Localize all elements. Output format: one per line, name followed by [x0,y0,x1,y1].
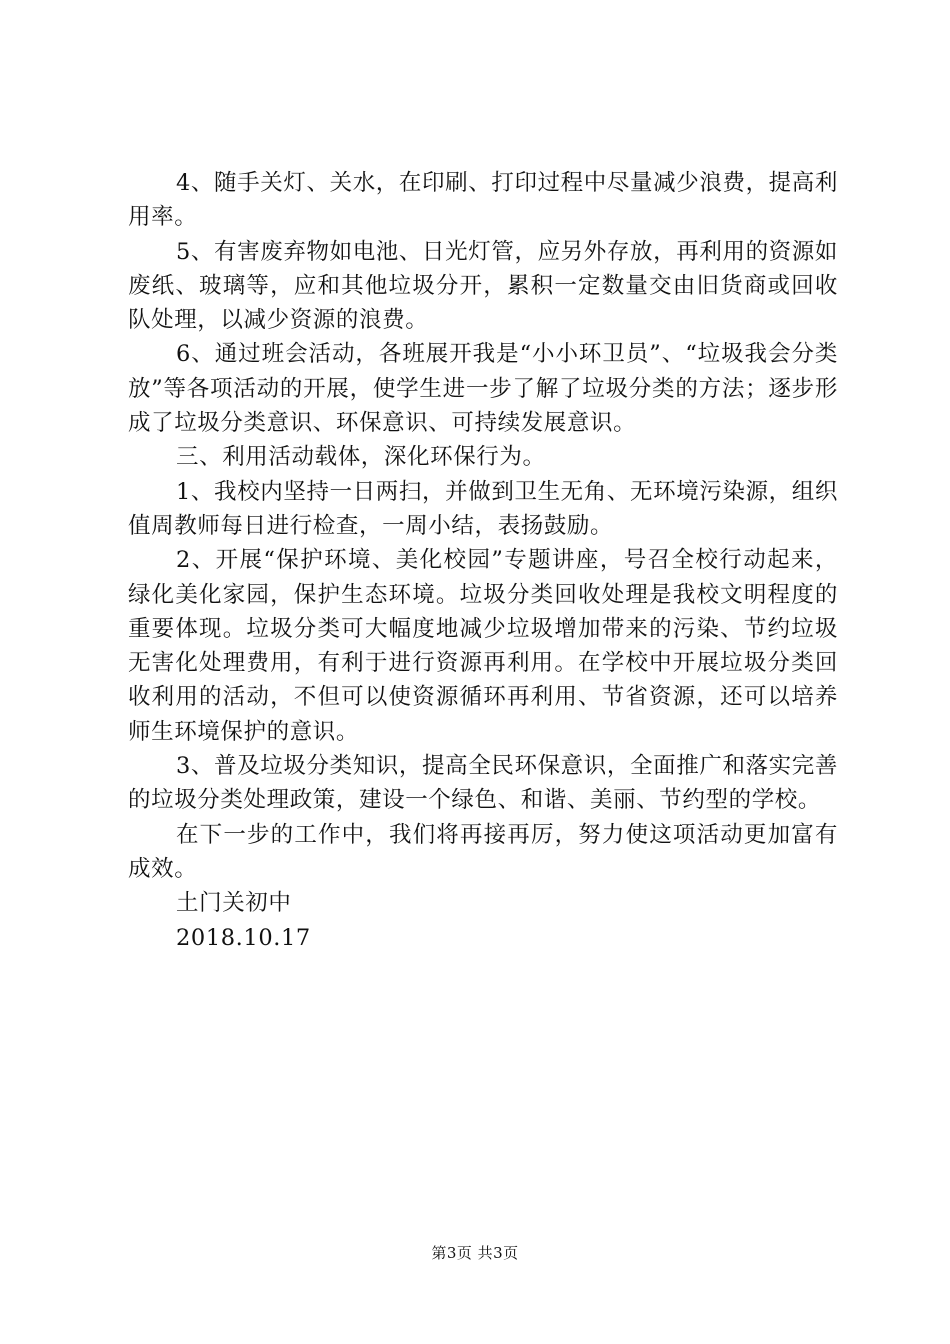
closing-paragraph: 在下一步的工作中，我们将再接再厉，努力使这项活动更加富有成效。 [128,821,838,882]
paragraph-section3-item-1: 1、我校内坚持一日两扫，并做到卫生无角、无环境污染源，组织值周教师每日进行检查，一周小结，表扬鼓励。 [128,478,838,539]
paragraph-section3-item-2: 2、开展“保护环境、美化校园”专题讲座，号召全校行动起来，绿化美化家园，保护生态环境。垃圾分类回收处理是我校文明程度的重要体现。垃圾分类可大幅度地减少垃圾增加带来的污染、节约垃圾无害化处理费用，有利于进行资源再利用。在学校中开展垃圾分类回收利用的活动，不但可以使资源循环再利用、节省资源，还可以培养师生环境保护的意识。 [128,547,838,745]
page-number-footer: 第3页 共3页 [431,1244,519,1262]
paragraph-section3-item-3: 3、普及垃圾分类知识，提高全民环保意识，全面推广和落实完善的垃圾分类处理政策，建设一个绿色、和谐、美丽、节约型的学校。 [128,753,838,814]
document-body [128,166,838,955]
paragraph-item-6: 6、通过班会活动，各班展开我是“小小环卫员”、“垃圾我会分类放”等各项活动的开展，使学生进一步了解了垃圾分类的方法；逐步形成了垃圾分类意识、环保意识、可持续发展意识。 [128,341,838,437]
paragraph-item-4: 4、随手关灯、关水，在印刷、打印过程中尽量减少浪费，提高利用率。 [128,170,838,231]
signature-date: 2018.10.17 [176,924,311,951]
section-heading-3: 三、利用活动载体，深化环保行为。 [176,444,546,471]
signature-organization: 土门关初中 [176,890,292,917]
paragraph-item-5: 5、有害废弃物如电池、日光灯管，应另外存放，再利用的资源如废纸、玻璃等，应和其他垃圾分开，累积一定数量交由旧货商或回收队处理，以减少资源的浪费。 [128,238,838,334]
